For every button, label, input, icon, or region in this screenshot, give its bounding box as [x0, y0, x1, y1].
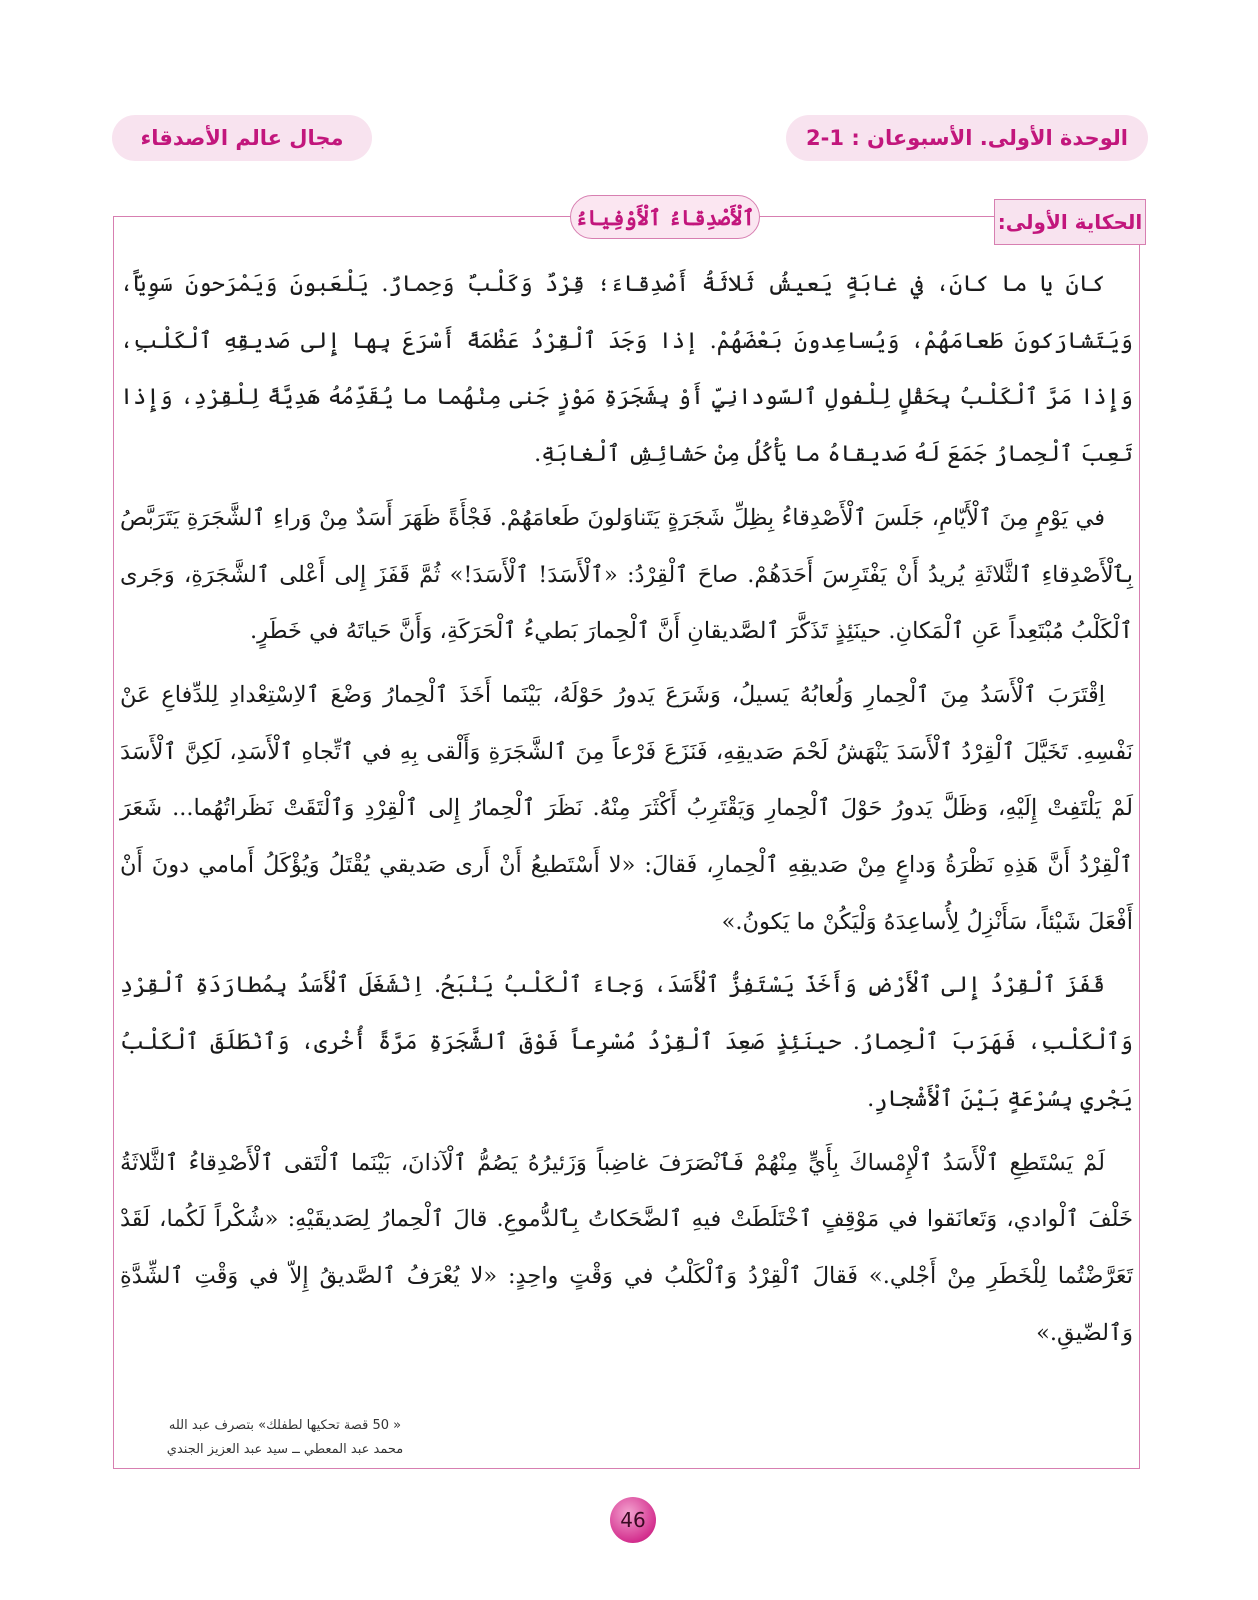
unit-label: الوحدة الأولى. الأسبوعان : 1-2: [786, 115, 1148, 161]
page-number: 46: [610, 1497, 656, 1543]
story-title: ٱلْأَصْدِقاءُ ٱلْأَوْفِياءُ: [570, 195, 760, 239]
source-citation-line-1: « 50 قصة تحكيها لطفلك» بتصرف عبد الله: [168, 1418, 402, 1433]
source-citation-line-2: محمد عبد المعطي ــ سيد عبد العزيز الجندي: [166, 1442, 404, 1457]
domain-label: مجال عالم الأصدقاء: [112, 115, 372, 161]
story-paragraph-2: في يَوْمٍ مِنَ ٱلْأَيّامِ، جَلَسَ ٱلْأَصْدِقاءُ بِظِلِّ شَجَرَةٍ يَتَناوَلونَ طَعامَهُمْ. فَجْأَةً ظَهَرَ أَسَدٌ مِنْ وَراءِ ٱلشَّجَرَةِ يَتَرَبَّصُ بِٱلْأَصْدِقاءِ ٱلثَّلاثَةِ يُريدُ أَنْ يَفْتَرِسَ أَحَدَهُمْ. صاحَ ٱلْقِرْدُ: «ٱلْأَسَدَ! ٱلْأَسَدَ!» ثُمَّ قَفَزَ إِلى أَعْلى ٱلشَّجَرَةِ، وَجَرى ٱلْكَلْبُ مُبْتَعِداً عَنِ ٱلْمَكانِ. حينَئِذٍ تَذَكَّرَ ٱلصَّديقانِ أَنَّ ٱلْحِمارَ بَطيءُ ٱلْحَرَكَةِ، وَأَنَّ حَياتَهُ في خَطَرٍ.: [120, 504, 1133, 645]
story-paragraph-5: لَمْ يَسْتَطِعِ ٱلْأَسَدُ ٱلْإِمْساكَ بِأَيٍّ مِنْهُمْ فَٱنْصَرَفَ غاضِباً وَزَئيرُهُ يَصُمُّ ٱلْآذانَ، بَيْنَما ٱلْتَقى ٱلْأَصْدِقاءُ ٱلثَّلاثَةُ خَلْفَ ٱلْوادي، وَتَعانَقوا في مَوْقِفٍ ٱخْتَلَطَتْ فيهِ ٱلضَّحَكاتُ بِٱلدُّموعِ. قالَ ٱلْحِمارُ لِصَديقَيْهِ: «شُكْراً لَكُما، لَقَدْ تَعَرَّضْتُما لِلْخَطَرِ مِنْ أَجْلي.» فَقالَ ٱلْقِرْدُ وَٱلْكَلْبُ في وَقْتٍ واحِدٍ: «لا يُعْرَفُ ٱلصَّديقُ إِلاّ في وَقْتِ ٱلشِّدَّةِ وَٱلضّيقِ.»: [120, 1149, 1133, 1346]
story-text: [120, 256, 1133, 1368]
story-paragraph-4: قَفَزَ ٱلْقِرْدُ إِلى ٱلْأَرْضِ وَأَخَذَ يَسْتَفِزُّ ٱلْأَسَدَ، وَجاءَ ٱلْكَلْبُ يَنْبَحُ. اِنْشَغَلَ ٱلْأَسَدُ بِمُطارَدَةِ ٱلْقِرْدِ وَٱلْكَلْبِ، فَهَرَبَ ٱلْحِمارُ. حينَئِذٍ صَعِدَ ٱلْقِرْدُ مُسْرِعاً فَوْقَ ٱلشَّجَرَةِ مَرَّةً أُخْرى، وَٱنْطَلَقَ ٱلْكَلْبُ يَجْري بِسُرْعَةٍ بَيْنَ ٱلْأَشْجارِ.: [120, 972, 1133, 1112]
story-paragraph-3: اِقْتَرَبَ ٱلْأَسَدُ مِنَ ٱلْحِمارِ وَلُعابُهُ يَسيلُ، وَشَرَعَ يَدورُ حَوْلَهُ، بَيْنَما أَخَذَ ٱلْحِمارُ وَضْعَ ٱلاِسْتِعْدادِ لِلدِّفاعِ عَنْ نَفْسِهِ. تَخَيَّلَ ٱلْقِرْدُ ٱلْأَسَدَ يَنْهَشُ لَحْمَ صَديقِهِ، فَنَزَعَ فَرْعاً مِنَ ٱلشَّجَرَةِ وَأَلْقى بِهِ في ٱتِّجاهِ ٱلْأَسَدِ، لَكِنَّ ٱلْأَسَدَ لَمْ يَلْتَفِتْ إِلَيْهِ، وَظَلَّ يَدورُ حَوْلَ ٱلْحِمارِ وَيَقْتَرِبُ أَكْثَرَ مِنْهُ. نَظَرَ ٱلْحِمارُ إِلى ٱلْقِرْدِ وَٱلْتَقَتْ نَظَراتُهُما... شَعَرَ ٱلْقِرْدُ أَنَّ هَذِهِ نَظْرَةُ وَداعٍ مِنْ صَديقِهِ ٱلْحِمارِ، فَقالَ: «لا أَسْتَطيعُ أَنْ أَرى صَديقي يُقْتَلُ وَيُؤْكَلُ أَمامي دونَ أَنْ أَفْعَلَ شَيْئاً، سَأَنْزِلُ لِأُساعِدَهُ وَلْيَكُنْ ما يَكونُ.»: [120, 681, 1133, 935]
story-label: الحكاية الأولى:: [994, 199, 1146, 245]
story-paragraph-1: كانَ يا ما كانَ، في غابَةٍ يَعيشُ ثَلاثَةُ أَصْدِقاءَ؛ قِرْدٌ وَكَلْبٌ وَحِمارٌ. يَلْعَبونَ وَيَمْرَحونَ سَوِيّاً، وَيَتَشارَكونَ طَعامَهُمْ، وَيُساعِدونَ بَعْضَهُمْ. إذا وَجَدَ ٱلْقِرْدُ عَظْمَةً أَسْرَعَ بِها إِلى صَديقِهِ ٱلْكَلْبِ، وَإِذا مَرَّ ٱلْكَلْبُ بِحَقْلٍ لِلْفولِ ٱلسّودانِيِّ أَوْ بِشَجَرَةِ مَوْزٍ جَنى مِنْهُما ما يُقَدِّمُهُ هَدِيَّةً لِلْقِرْدِ، وَإِذا تَعِبَ ٱلْحِمارُ جَمَعَ لَهُ صَديقاهُ ما يَأْكُلُ مِنْ حَشائِشِ ٱلْغابَةِ.: [120, 271, 1133, 468]
